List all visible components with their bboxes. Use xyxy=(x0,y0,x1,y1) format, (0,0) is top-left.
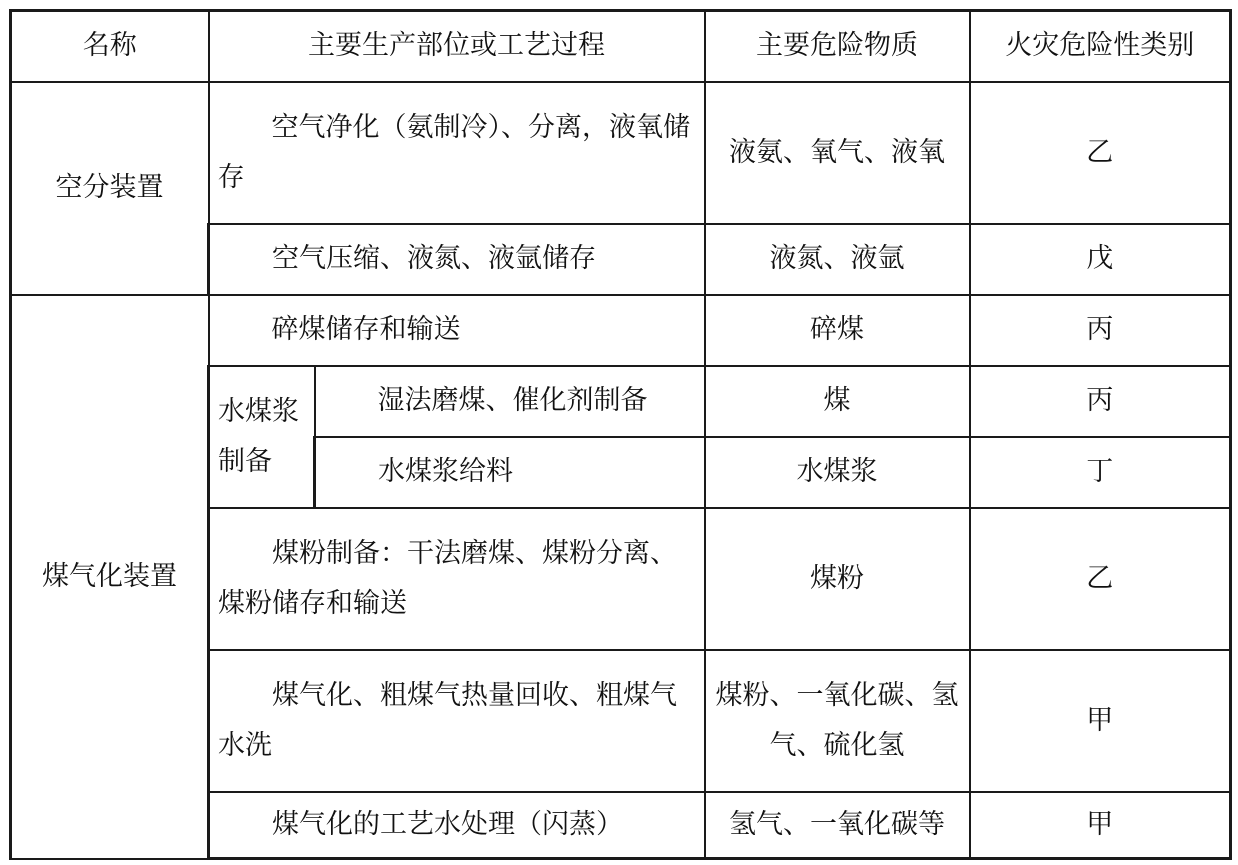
category-cell: 丙 xyxy=(970,366,1231,437)
header-name: 名称 xyxy=(11,11,209,82)
substance-cell: 煤 xyxy=(705,366,970,437)
header-substance: 主要危险物质 xyxy=(705,11,970,82)
process-cell: 煤气化、粗煤气热量回收、粗煤气水洗 xyxy=(209,650,705,792)
substance-cell: 液氨、氧气、液氧 xyxy=(705,82,970,224)
category-cell: 甲 xyxy=(970,792,1231,859)
substance-cell: 水煤浆 xyxy=(705,437,970,508)
subgroup-cell: 水煤浆制备 xyxy=(209,366,315,508)
substance-cell: 碎煤 xyxy=(705,295,970,366)
table-row xyxy=(11,82,1231,224)
process-cell: 煤气化的工艺水处理（闪蒸） xyxy=(209,792,705,859)
substance-cell: 煤粉 xyxy=(705,508,970,650)
category-cell: 丁 xyxy=(970,437,1231,508)
header-process: 主要生产部位或工艺过程 xyxy=(209,11,705,82)
process-cell: 碎煤储存和输送 xyxy=(209,295,705,366)
category-cell: 戊 xyxy=(970,224,1231,295)
group-name-cell: 空分装置 xyxy=(11,82,209,295)
table-header-row xyxy=(11,11,1231,82)
group-name-cell: 煤气化装置 xyxy=(11,295,209,859)
category-cell: 甲 xyxy=(970,650,1231,792)
process-cell: 空气压缩、液氮、液氩储存 xyxy=(209,224,705,295)
substance-cell: 液氮、液氩 xyxy=(705,224,970,295)
table-row xyxy=(11,295,1231,366)
process-cell: 水煤浆给料 xyxy=(315,437,705,508)
category-cell: 乙 xyxy=(970,82,1231,224)
category-cell: 乙 xyxy=(970,508,1231,650)
hazard-classification-table xyxy=(9,9,1232,860)
category-cell: 丙 xyxy=(970,295,1231,366)
substance-cell: 氢气、一氧化碳等 xyxy=(705,792,970,859)
header-category: 火灾危险性类别 xyxy=(970,11,1231,82)
substance-cell: 煤粉、一氧化碳、氢气、硫化氢 xyxy=(705,650,970,792)
process-cell: 空气净化（氨制冷）、分离，液氧储存 xyxy=(209,82,705,224)
process-cell: 湿法磨煤、催化剂制备 xyxy=(315,366,705,437)
process-cell: 煤粉制备：干法磨煤、煤粉分离、煤粉储存和输送 xyxy=(209,508,705,650)
